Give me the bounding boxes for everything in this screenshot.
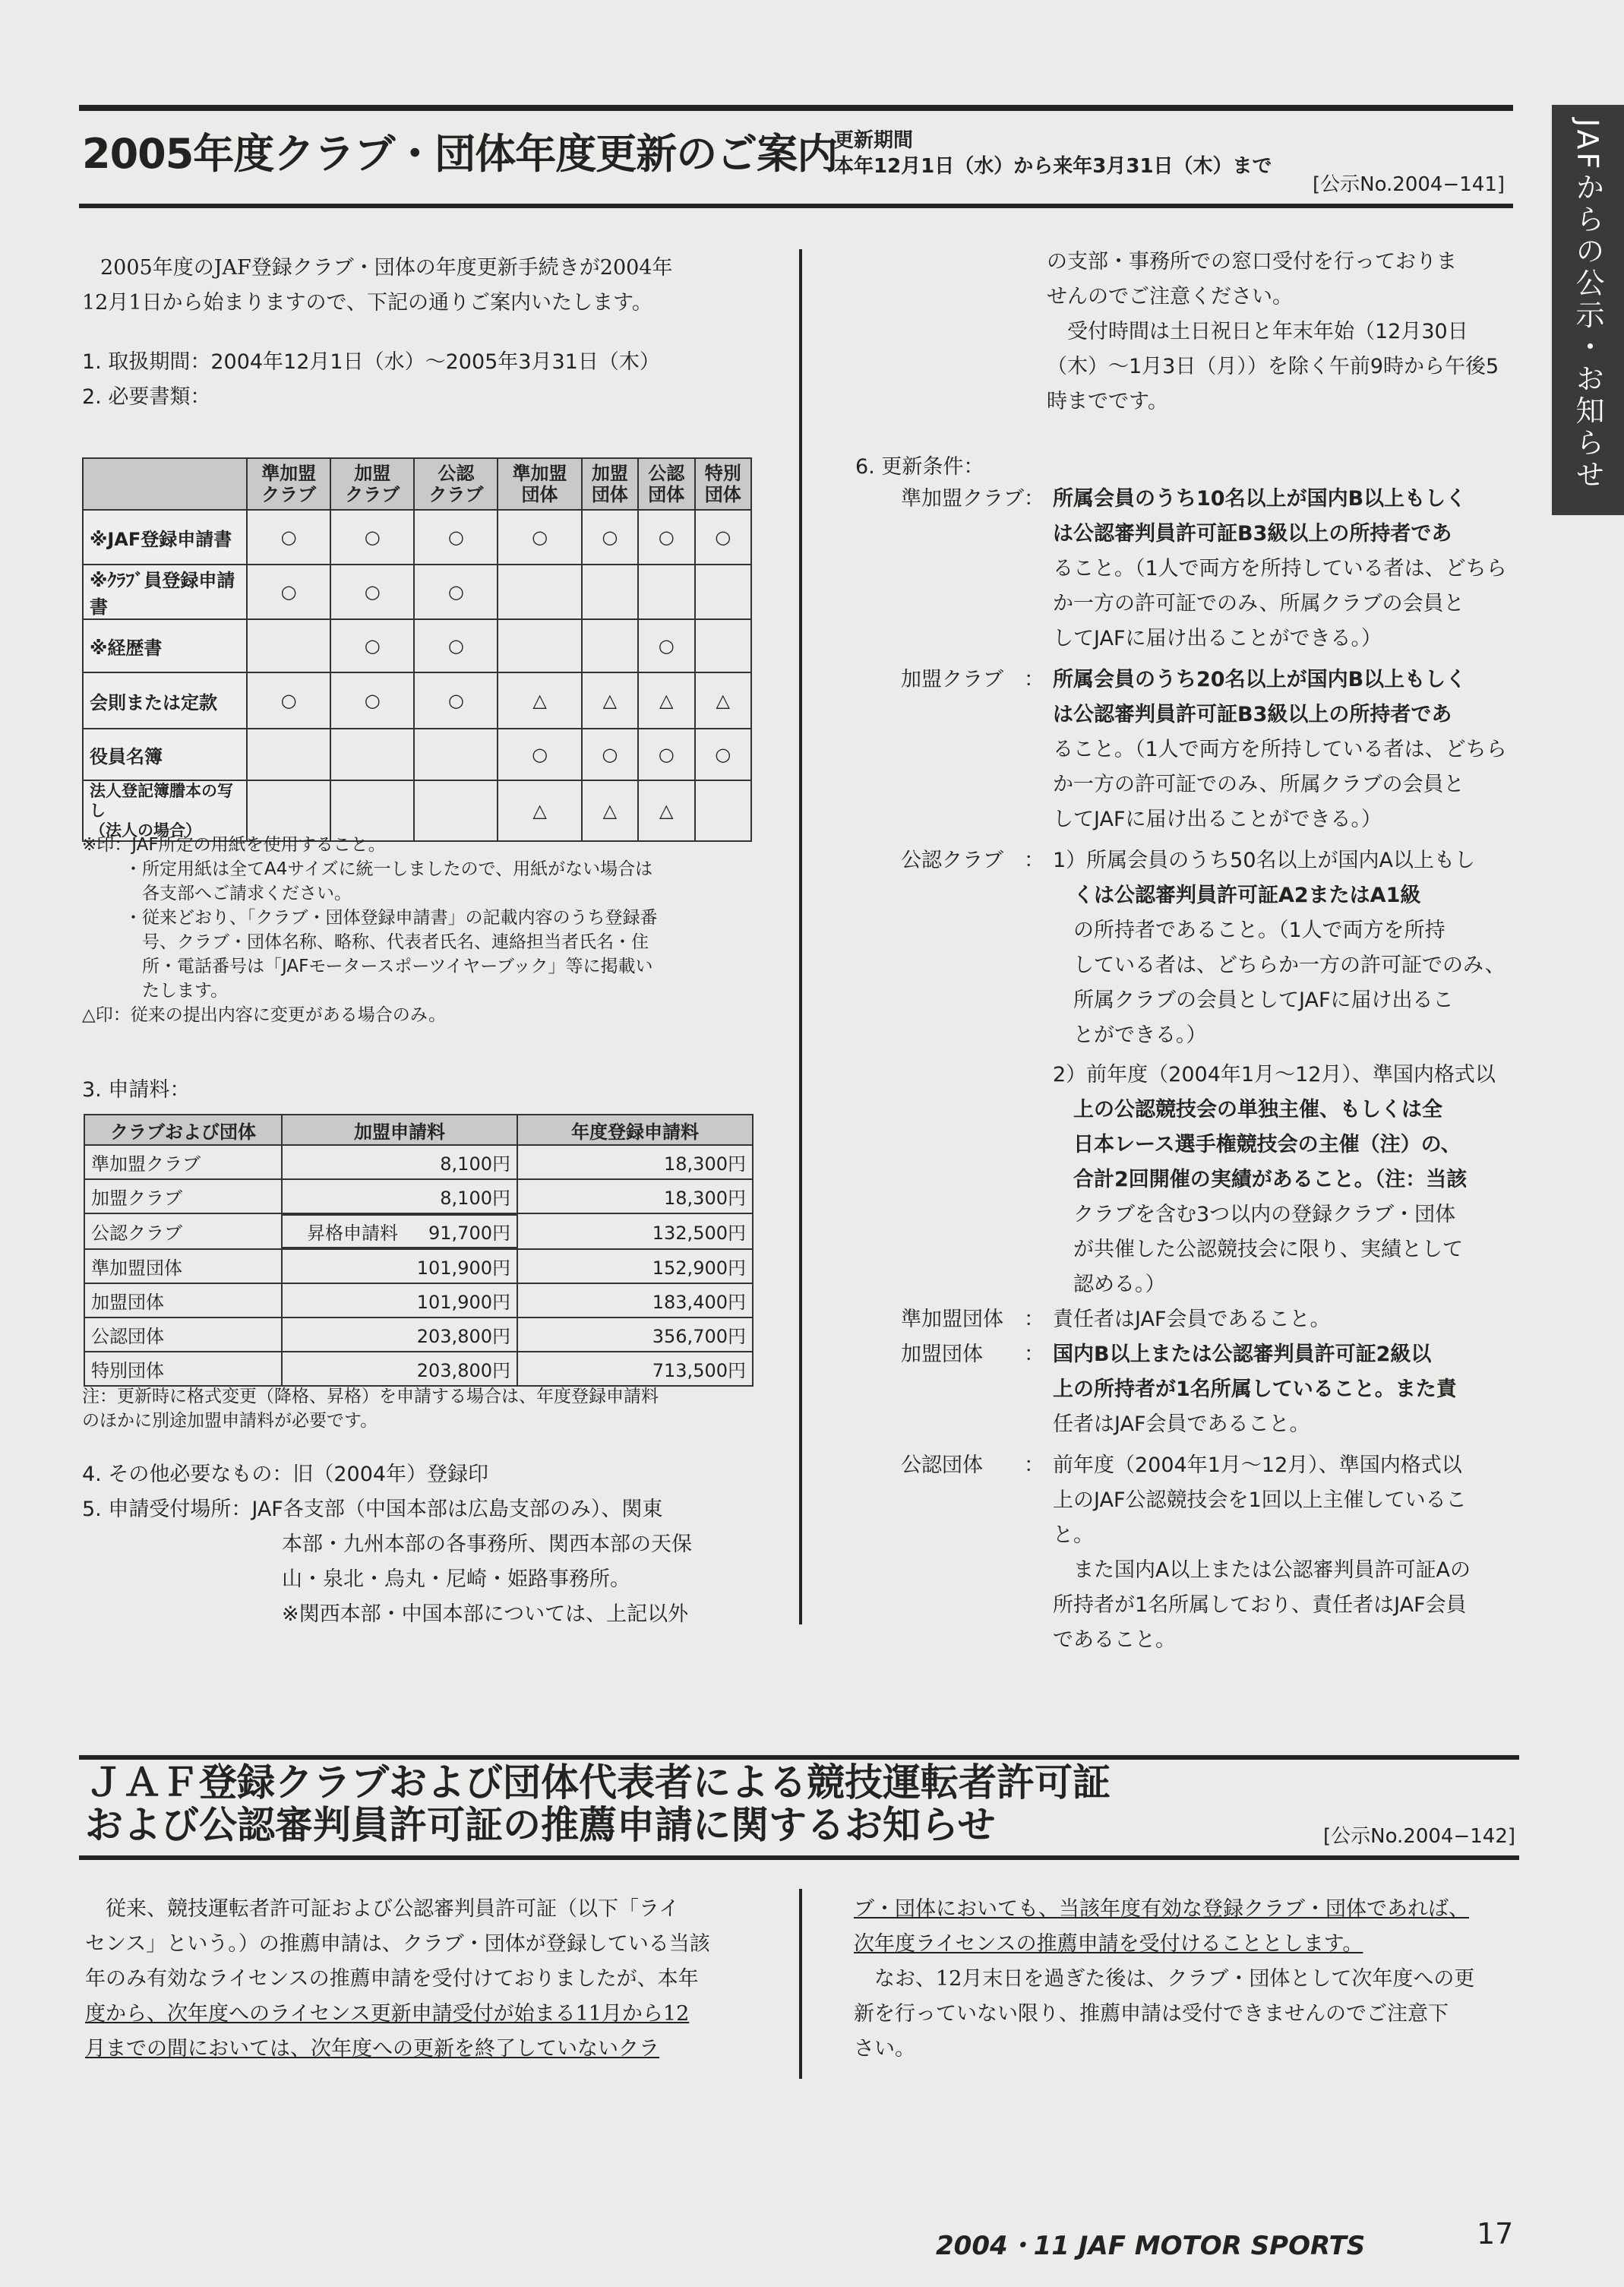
- column-divider: [799, 249, 802, 1624]
- table-cell: ○: [498, 729, 581, 780]
- condition-line: 上の所持者が1名所属していること。また責: [1053, 1378, 1457, 1401]
- table-cell: ○: [247, 565, 330, 619]
- condition-body: [1053, 663, 1507, 837]
- notice2-title-line: および公認審判員許可証の推薦申請に関するお知らせ: [85, 1803, 996, 1847]
- table-cell: △: [638, 780, 694, 841]
- table-row: [83, 619, 751, 672]
- column-header: クラブおよび団体: [84, 1115, 282, 1145]
- text-line: 受付時間は土日祝日と年末年始（12月30日: [1047, 320, 1468, 343]
- table-cell: [582, 619, 638, 672]
- table-cell: △: [695, 672, 752, 729]
- table-row: [83, 565, 751, 619]
- fee-table: [84, 1114, 754, 1387]
- condition-line: 所属会員のうち10名以上が国内B以上もしく: [1053, 487, 1467, 511]
- table-cell: ○: [638, 729, 694, 780]
- table-cell: ○: [330, 510, 414, 565]
- condition-line: は公認審判員許可証B3級以上の所持者であ: [1053, 703, 1452, 726]
- condition-label: 加盟団体 ：: [901, 1343, 1044, 1366]
- table-cell: ○: [414, 619, 498, 672]
- intro-line: 12月1日から始まりますので、下記の通りご案内いたします。: [82, 291, 652, 315]
- condition-body: [1053, 1448, 1471, 1658]
- table-cell: ○: [330, 672, 414, 729]
- text-line: センス」という。）の推薦申請は、クラブ・団体が登録している当該: [85, 1932, 710, 1956]
- table-header-row: [83, 458, 751, 510]
- upgrade-fee-value: 91,700円: [428, 1223, 510, 1244]
- condition-line: また国内A以上または公認審判員許可証Aの: [1053, 1558, 1471, 1582]
- table-row: [84, 1179, 753, 1213]
- notice2-title: [85, 1761, 1111, 1846]
- condition-line: 前年度（2004年1月～12月）、準国内格式以: [1053, 1453, 1462, 1477]
- header-rule-bottom: [79, 204, 1513, 208]
- condition-line: 所属会員のうち20名以上が国内B以上もしく: [1053, 668, 1467, 691]
- item-period: 1. 取扱期間：2004年12月1日（水）～2005年3月31日（木）: [82, 350, 660, 374]
- item-place: 5. 申請受付場所：JAF各支部（中国本部は広島支部のみ）、関東: [82, 1498, 663, 1521]
- annual-fee: 713,500円: [517, 1352, 753, 1386]
- item-place-line: 本部・九州本部の各事務所、関西本部の天保: [282, 1533, 692, 1556]
- text-line: 月までの間においては、次年度への更新を終了していないクラ: [85, 2037, 659, 2061]
- table-cell: ○: [498, 510, 581, 565]
- column-header: 公認 団体: [638, 458, 694, 510]
- join-fee: 101,900円: [282, 1283, 517, 1317]
- fee-note: [82, 1384, 659, 1433]
- condition-line: か一方の許可証でのみ、所属クラブの会員と: [1053, 592, 1464, 615]
- table-cell: △: [638, 672, 694, 729]
- items-4-5: [82, 1457, 766, 1632]
- table-cell: △: [582, 672, 638, 729]
- table-cell: [695, 780, 752, 841]
- condition-line: 1）所属会員のうち50名以上が国内A以上もし: [1053, 849, 1476, 872]
- table-cell: [582, 565, 638, 619]
- annual-fee: 18,300円: [517, 1179, 753, 1213]
- text-line: ブ・団体においても、当該年度有効な登録クラブ・団体であれば、: [854, 1897, 1469, 1921]
- table-cell: [695, 619, 752, 672]
- text-line: 度から、次年度へのライセンス更新申請受付が始まる11月から12: [85, 2002, 690, 2026]
- condition-label: 公認クラブ ：: [901, 849, 1044, 872]
- condition-line: ること。（1人で両方を所持している者は、どちら: [1053, 557, 1507, 580]
- table-row: [84, 1317, 753, 1352]
- notice1-title: 2005年度クラブ・団体年度更新のご案内: [82, 130, 838, 178]
- condition-body: [1053, 1337, 1457, 1442]
- column-header: 公認 クラブ: [414, 458, 498, 510]
- row-label: 加盟クラブ: [84, 1179, 282, 1213]
- table-cell: [247, 619, 330, 672]
- condition-label: 準加盟クラブ：: [901, 487, 1044, 511]
- notice2-left-column: [85, 1892, 769, 2067]
- item-documents: 2. 必要書類：: [82, 385, 211, 409]
- condition-certified-club: [901, 843, 1539, 1302]
- condition-member-club: [901, 663, 1539, 837]
- condition-line: 合計2回開催の実績があること。（注：当該: [1053, 1168, 1468, 1191]
- notice2-number: [公示No.2004−142]: [1323, 1825, 1516, 1848]
- item-other: 4. その他必要なもの：旧（2004年）登録印: [82, 1463, 489, 1486]
- condition-label: 加盟クラブ ：: [901, 668, 1044, 691]
- table-row: [84, 1213, 753, 1249]
- join-fee: 203,800円: [282, 1317, 517, 1352]
- column-header: 年度登録申請料: [517, 1115, 753, 1145]
- intro-line: 2005年度のJAF登録クラブ・団体の年度更新手続きが2004年: [100, 256, 673, 280]
- condition-line: してJAFに届け出ることができる。）: [1053, 808, 1382, 831]
- row-label: 特別団体: [84, 1352, 282, 1386]
- item-place-line: ※関西本部・中国本部については、上記以外: [282, 1602, 689, 1626]
- condition-line: であること。: [1053, 1628, 1176, 1652]
- table-row: [83, 780, 751, 841]
- join-fee: 8,100円: [282, 1179, 517, 1213]
- column-header: 加盟申請料: [282, 1115, 517, 1145]
- condition-associate-group: [901, 1302, 1539, 1337]
- row-label: 公認クラブ: [84, 1213, 282, 1249]
- condition-body: [1053, 843, 1506, 1302]
- notice2-right-column: [854, 1892, 1522, 2067]
- condition-line: 2）前年度（2004年1月～12月）、準国内格式以: [1053, 1063, 1496, 1087]
- item-place-line: 山・泉北・烏丸・尼崎・姫路事務所。: [282, 1567, 630, 1591]
- table-cell: ○: [695, 729, 752, 780]
- table-cell: [498, 565, 581, 619]
- column-header: 準加盟 クラブ: [247, 458, 330, 510]
- column-header: 加盟 クラブ: [330, 458, 414, 510]
- table-cell: ○: [582, 510, 638, 565]
- note-line: ・従来どおり、「クラブ・団体登録申請書」の記載内容のうち登録番: [125, 908, 658, 928]
- table-cell: ○: [638, 510, 694, 565]
- note-line: 所・電話番号は「JAFモータースポーツイヤーブック」等に掲載い: [125, 957, 653, 976]
- note-line: ・所定用紙は全てA4サイズに統一しましたので、用紙がない場合は: [125, 859, 653, 879]
- magazine-footer: 2004・11 JAF MOTOR SPORTS: [936, 2231, 1366, 2261]
- text-line: さい。: [854, 2037, 915, 2061]
- note-line: たします。: [125, 981, 229, 1001]
- row-label: 公認団体: [84, 1317, 282, 1352]
- note-line: 各支部へご請求ください。: [125, 884, 352, 903]
- table-cell: ○: [247, 672, 330, 729]
- renewal-period: [834, 128, 1272, 179]
- condition-label: 準加盟団体 ：: [901, 1308, 1044, 1331]
- annual-fee: 183,400円: [517, 1283, 753, 1317]
- table-cell: ○: [414, 672, 498, 729]
- text-line: 時までです。: [1047, 390, 1168, 413]
- table-row: [84, 1249, 753, 1283]
- row-label: 準加盟団体: [84, 1249, 282, 1283]
- side-tab-label: JAFからの公示・お知らせ: [1571, 119, 1604, 492]
- row-label: ※JAF登録申請書: [83, 510, 247, 565]
- row-label: ※経歴書: [83, 619, 247, 672]
- text-line: 年のみ有効なライセンスの推薦申請を受付けておりましたが、本年: [85, 1967, 699, 1991]
- notice1-left-column: [82, 251, 758, 415]
- condition-line: が共催した公認競技会に限り、実績として: [1053, 1238, 1463, 1261]
- join-fee: 8,100円: [282, 1145, 517, 1179]
- table-cell: ○: [638, 619, 694, 672]
- table-cell: ○: [414, 510, 498, 565]
- note-line: 号、クラブ・団体名称、略称、代表者氏名、連絡担当者氏名・住: [125, 932, 649, 952]
- condition-line: 上のJAF公認競技会を1回以上主催しているこ: [1053, 1488, 1467, 1512]
- condition-member-group: [901, 1337, 1539, 1442]
- row-label: 準加盟クラブ: [84, 1145, 282, 1179]
- notice2-title-line: ＪＡＦ登録クラブおよび団体代表者による競技運転者許可証: [85, 1760, 1111, 1805]
- condition-line: 認める。）: [1053, 1273, 1166, 1296]
- condition-line: している者は、どちらか一方の許可証でのみ、: [1053, 954, 1506, 977]
- condition-line: クラブを含む3つ以内の登録クラブ・団体: [1053, 1203, 1456, 1226]
- condition-line: の所持者であること。（1人で両方を所持: [1053, 919, 1445, 942]
- join-fee: [283, 1214, 517, 1248]
- text-line: 従来、競技運転者許可証および公認審判員許可証（以下「ライ: [85, 1897, 680, 1921]
- table-corner: [83, 458, 247, 510]
- upgrade-fee-label: 昇格申請料: [307, 1223, 398, 1244]
- annual-fee: 356,700円: [517, 1317, 753, 1352]
- annual-fee: 132,500円: [517, 1213, 753, 1249]
- page-number: 17: [1477, 2217, 1514, 2251]
- text-line: の支部・事務所での窓口受付を行っておりま: [1047, 250, 1457, 274]
- table-cell: ○: [247, 510, 330, 565]
- column-header: 特別 団体: [695, 458, 752, 510]
- text-line: 次年度ライセンスの推薦申請を受付けることとします。: [854, 1932, 1363, 1956]
- row-label: 会則または定款: [83, 672, 247, 729]
- notice2-rule-bottom: [79, 1855, 1519, 1860]
- table-cell: ○: [330, 565, 414, 619]
- item-fee: 3. 申請料：: [82, 1078, 191, 1102]
- note-line: △印：従来の提出内容に変更がある場合のみ。: [82, 1005, 447, 1025]
- condition-line: 日本レース選手権競技会の主催（注）の、: [1053, 1133, 1461, 1156]
- table-header-row: [84, 1115, 753, 1145]
- row-label: ※ｸﾗﾌﾞ員登録申請書: [83, 565, 247, 619]
- condition-line: 所持者が1名所属しており、責任者はJAF会員: [1053, 1593, 1467, 1617]
- notice1-number: [公示No.2004−141]: [1313, 173, 1506, 196]
- condition-certified-group: [901, 1448, 1539, 1658]
- row-label: 加盟団体: [84, 1283, 282, 1317]
- table-row: [83, 729, 751, 780]
- table-cell: [638, 565, 694, 619]
- column-header: 加盟 団体: [582, 458, 638, 510]
- header-rule-top: [79, 105, 1513, 111]
- text-line: （木）～1月3日（月））を除く午前9時から午後5: [1047, 355, 1499, 378]
- notice2-column-divider: [799, 1889, 802, 2079]
- join-fee: 203,800円: [282, 1352, 517, 1386]
- condition-line: 任者はJAF会員であること。: [1053, 1412, 1310, 1436]
- row-label: 役員名簿: [83, 729, 247, 780]
- side-tab: [1552, 105, 1624, 515]
- table-cell: △: [582, 780, 638, 841]
- condition-line: 国内B以上または公認審判員許可証2級以: [1053, 1343, 1432, 1366]
- condition-body: [1053, 1302, 1331, 1337]
- condition-line: と。: [1053, 1523, 1094, 1547]
- condition-line: は公認審判員許可証B3級以上の所持者であ: [1053, 522, 1452, 546]
- table-cell: ○: [414, 565, 498, 619]
- condition-line: ること。（1人で両方を所持している者は、どちら: [1053, 738, 1507, 761]
- table-cell: [414, 780, 498, 841]
- annual-fee: 18,300円: [517, 1145, 753, 1179]
- intro-paragraph: [82, 251, 758, 321]
- condition-line: 上の公認競技会の単独主催、もしくは全: [1053, 1098, 1442, 1121]
- table-row: [84, 1283, 753, 1317]
- note-line: ※印：JAF所定の用紙を使用すること。: [82, 835, 386, 855]
- table-cell: △: [498, 780, 581, 841]
- text-line: 新を行っていない限り、推薦申請は受付できませんのでご注意下: [854, 2002, 1449, 2026]
- table-cell: [695, 565, 752, 619]
- fee-note-line: のほかに別途加盟申請料が必要です。: [82, 1411, 378, 1431]
- fee-note-line: 注：更新時に格式変更（降格、昇格）を申請する場合は、年度登録申請料: [82, 1387, 659, 1406]
- table-cell: [247, 729, 330, 780]
- conditions-list: [901, 482, 1539, 1658]
- text-line: せんのでご注意ください。: [1047, 285, 1293, 308]
- row-label: 法人登記簿謄本の写し （法人の場合）: [83, 780, 247, 841]
- period-label: 更新期間: [834, 129, 914, 152]
- condition-line: か一方の許可証でのみ、所属クラブの会員と: [1053, 773, 1464, 796]
- condition-line: 責任者はJAF会員であること。: [1053, 1308, 1331, 1331]
- table-cell: [247, 780, 330, 841]
- item-conditions: 6. 更新条件：: [855, 455, 984, 479]
- table-cell: ○: [330, 619, 414, 672]
- condition-line: してJAFに届け出ることができる。）: [1053, 627, 1382, 650]
- table-row: [83, 672, 751, 729]
- documents-notes: [82, 833, 766, 1027]
- table-cell: △: [498, 672, 581, 729]
- table-cell: [498, 619, 581, 672]
- table-cell: ○: [695, 510, 752, 565]
- right-column-top: [1047, 245, 1533, 419]
- text-line: なお、12月末日を過ぎた後は、クラブ・団体として次年度への更: [854, 1967, 1475, 1991]
- condition-associate-club: [901, 482, 1539, 656]
- table-cell: [414, 729, 498, 780]
- condition-body: [1053, 482, 1507, 656]
- condition-line: 所属クラブの会員としてJAFに届け出るこ: [1053, 989, 1454, 1012]
- notice2-rule-top: [79, 1755, 1519, 1760]
- table-cell: [330, 729, 414, 780]
- table-row: [83, 510, 751, 565]
- join-fee: 101,900円: [282, 1249, 517, 1283]
- condition-line: とができる。）: [1053, 1023, 1207, 1047]
- table-row: [84, 1352, 753, 1386]
- table-row: [84, 1145, 753, 1179]
- condition-line: くは公認審判員許可証A2またはA1級: [1053, 884, 1421, 907]
- required-documents-table: [82, 457, 752, 842]
- period-text: 本年12月1日（水）から来年3月31日（木）まで: [834, 155, 1272, 178]
- condition-label: 公認団体 ：: [901, 1453, 1044, 1477]
- table-cell: ○: [582, 729, 638, 780]
- table-cell: [330, 780, 414, 841]
- column-header: 準加盟 団体: [498, 458, 581, 510]
- annual-fee: 152,900円: [517, 1249, 753, 1283]
